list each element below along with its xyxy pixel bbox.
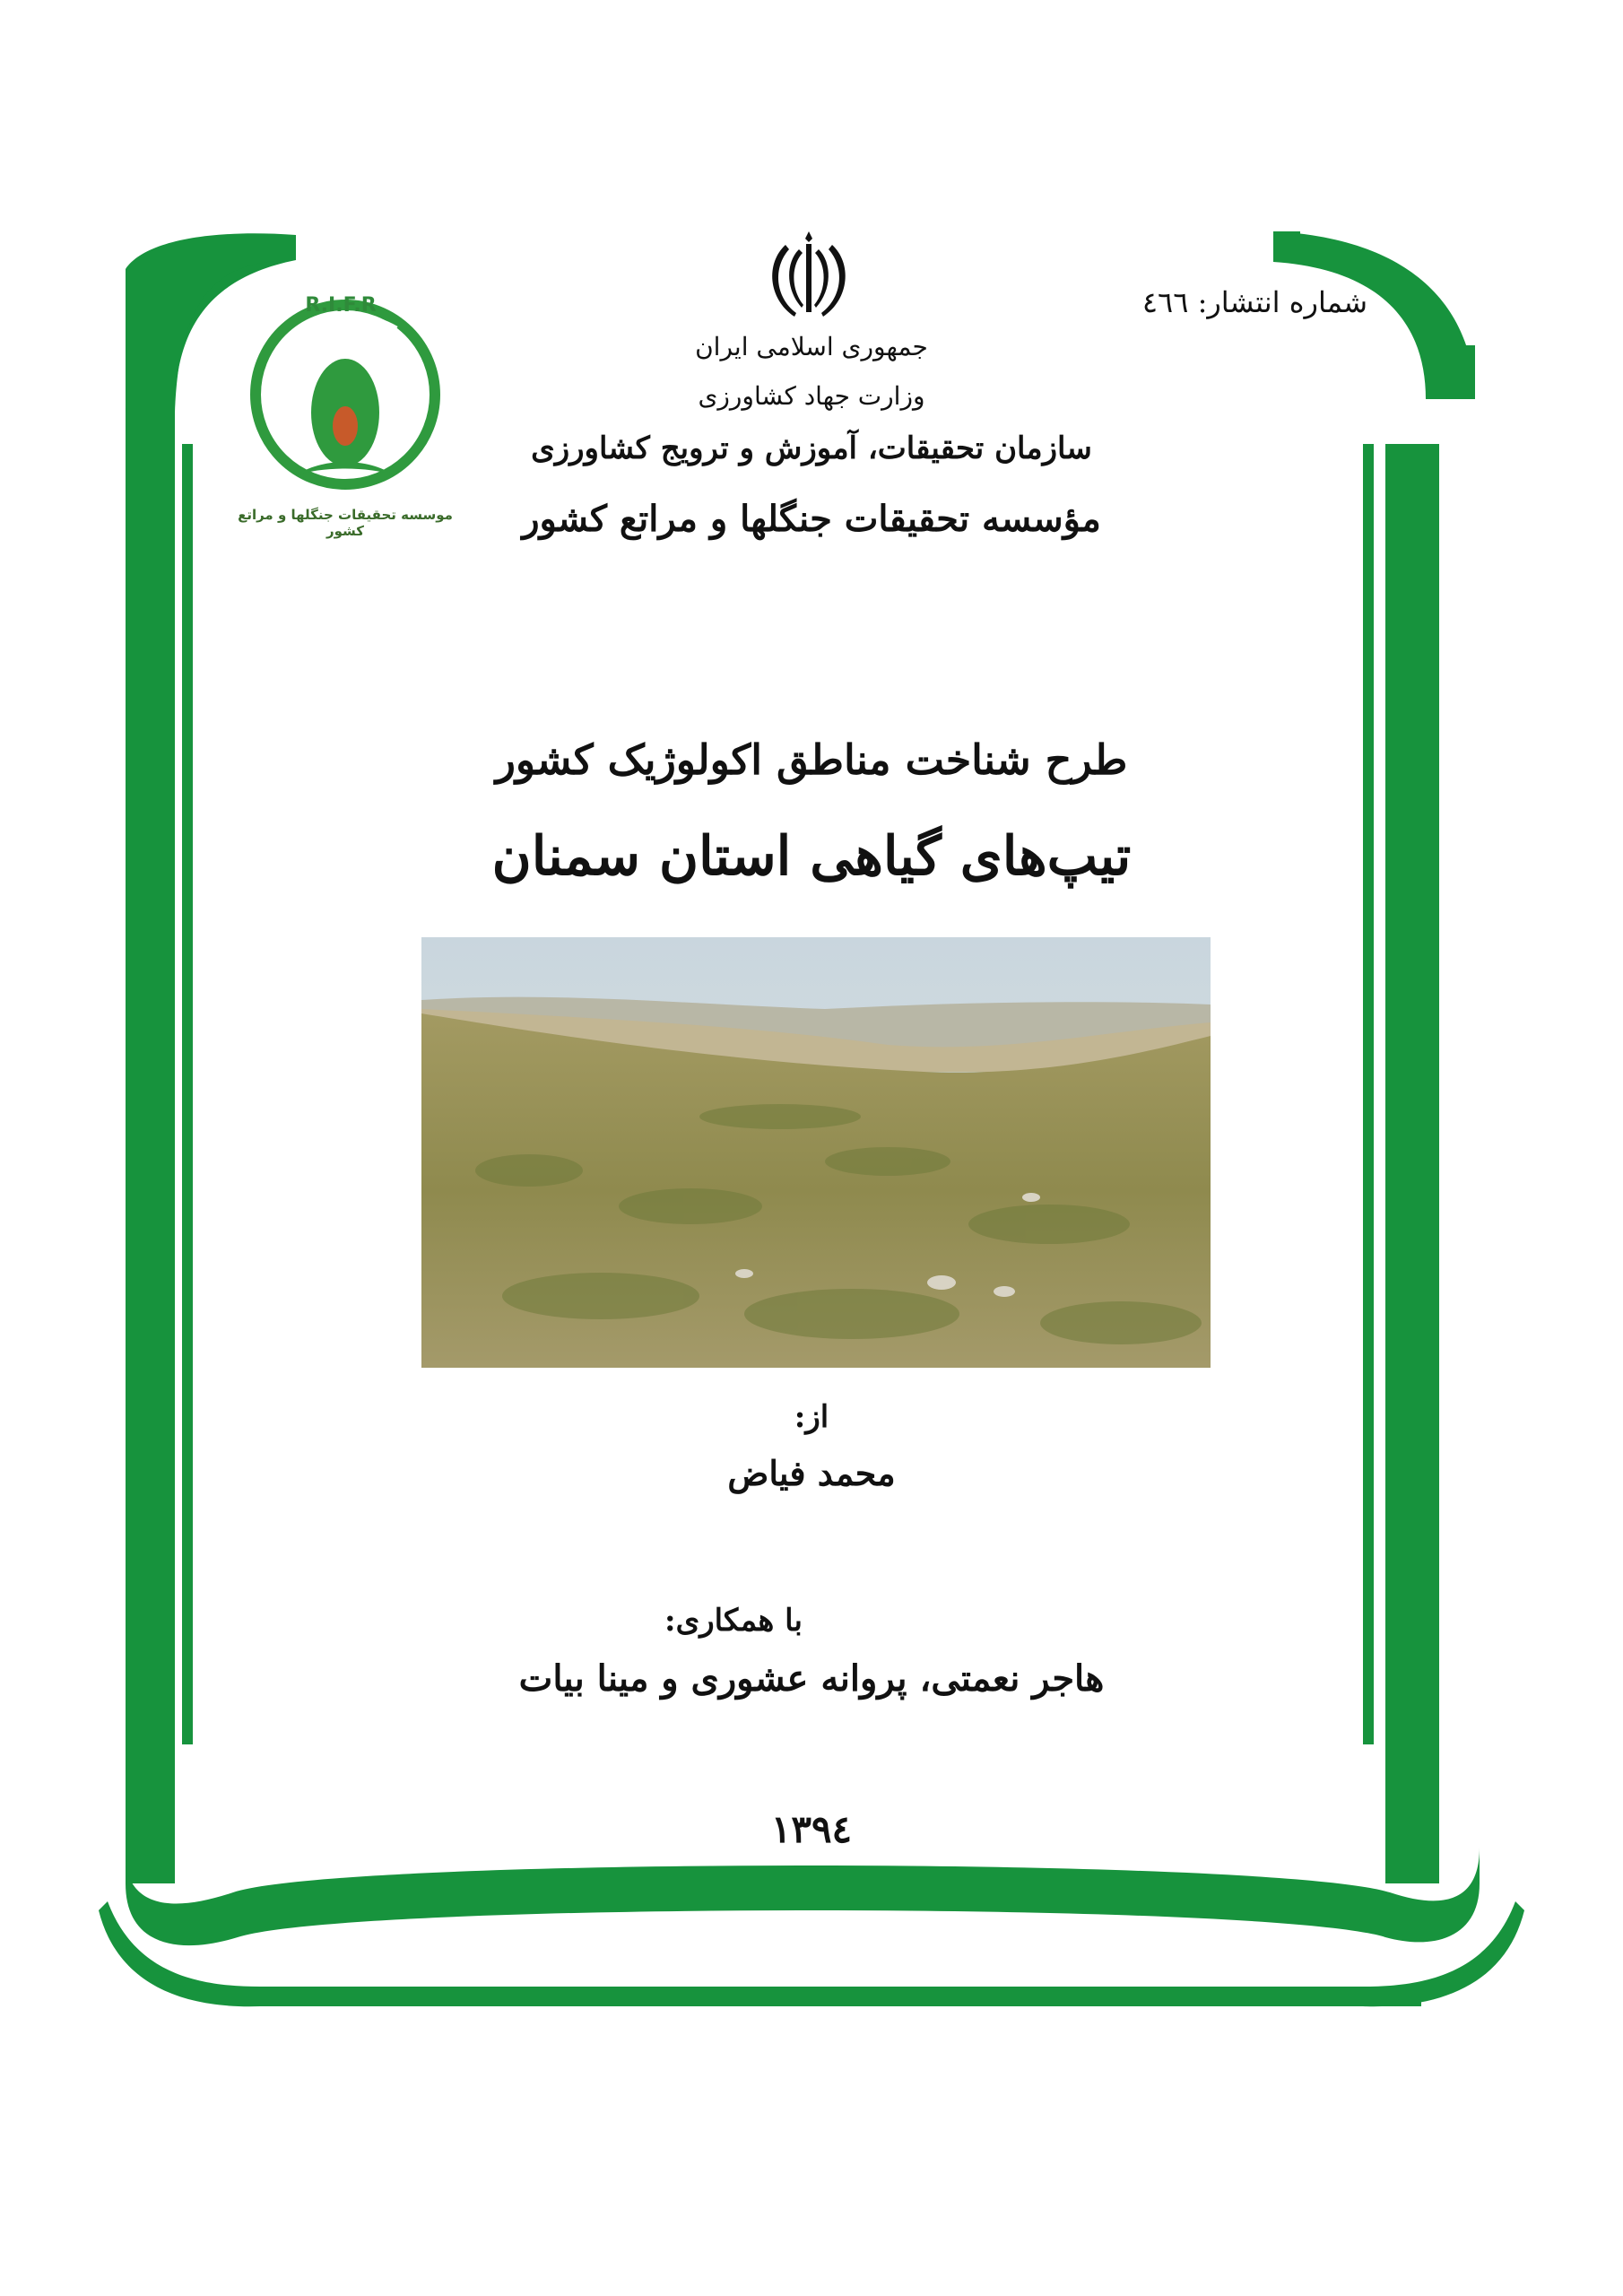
by-label: از: — [794, 1399, 829, 1435]
author-name: محمد فیاض — [727, 1453, 896, 1493]
institute-name: مؤسسه تحقیقات جنگلها و مراتع کشور — [522, 498, 1101, 540]
organization-name: سازمان تحقیقات، آموزش و ترویج کشاورزی — [531, 430, 1092, 466]
landscape-photo — [421, 937, 1211, 1368]
logo-abbreviation: R.I.F.R — [305, 294, 377, 317]
country-name: جمهوری اسلامی ایران — [695, 332, 928, 361]
collaboration-label: با همکاری: — [664, 1603, 803, 1639]
iran-emblem-icon — [759, 222, 859, 323]
collaborators: هاجر نعمتی، پروانه عشوری و مینا بیات — [518, 1657, 1105, 1700]
logo-caption: موسسه تحقیقات جنگلها و مراتع کشور — [238, 507, 453, 539]
main-title: تیپ‌های گیاهی استان سمنان — [491, 825, 1132, 888]
publication-year: ١٣٩٤ — [770, 1807, 853, 1851]
project-title: طرح شناخت مناطق اکولوژیک کشور — [495, 735, 1128, 784]
ministry-name: وزارت جهاد کشاورزی — [698, 381, 925, 411]
publication-number: شماره انتشار: ٤٦٦ — [1141, 285, 1367, 319]
